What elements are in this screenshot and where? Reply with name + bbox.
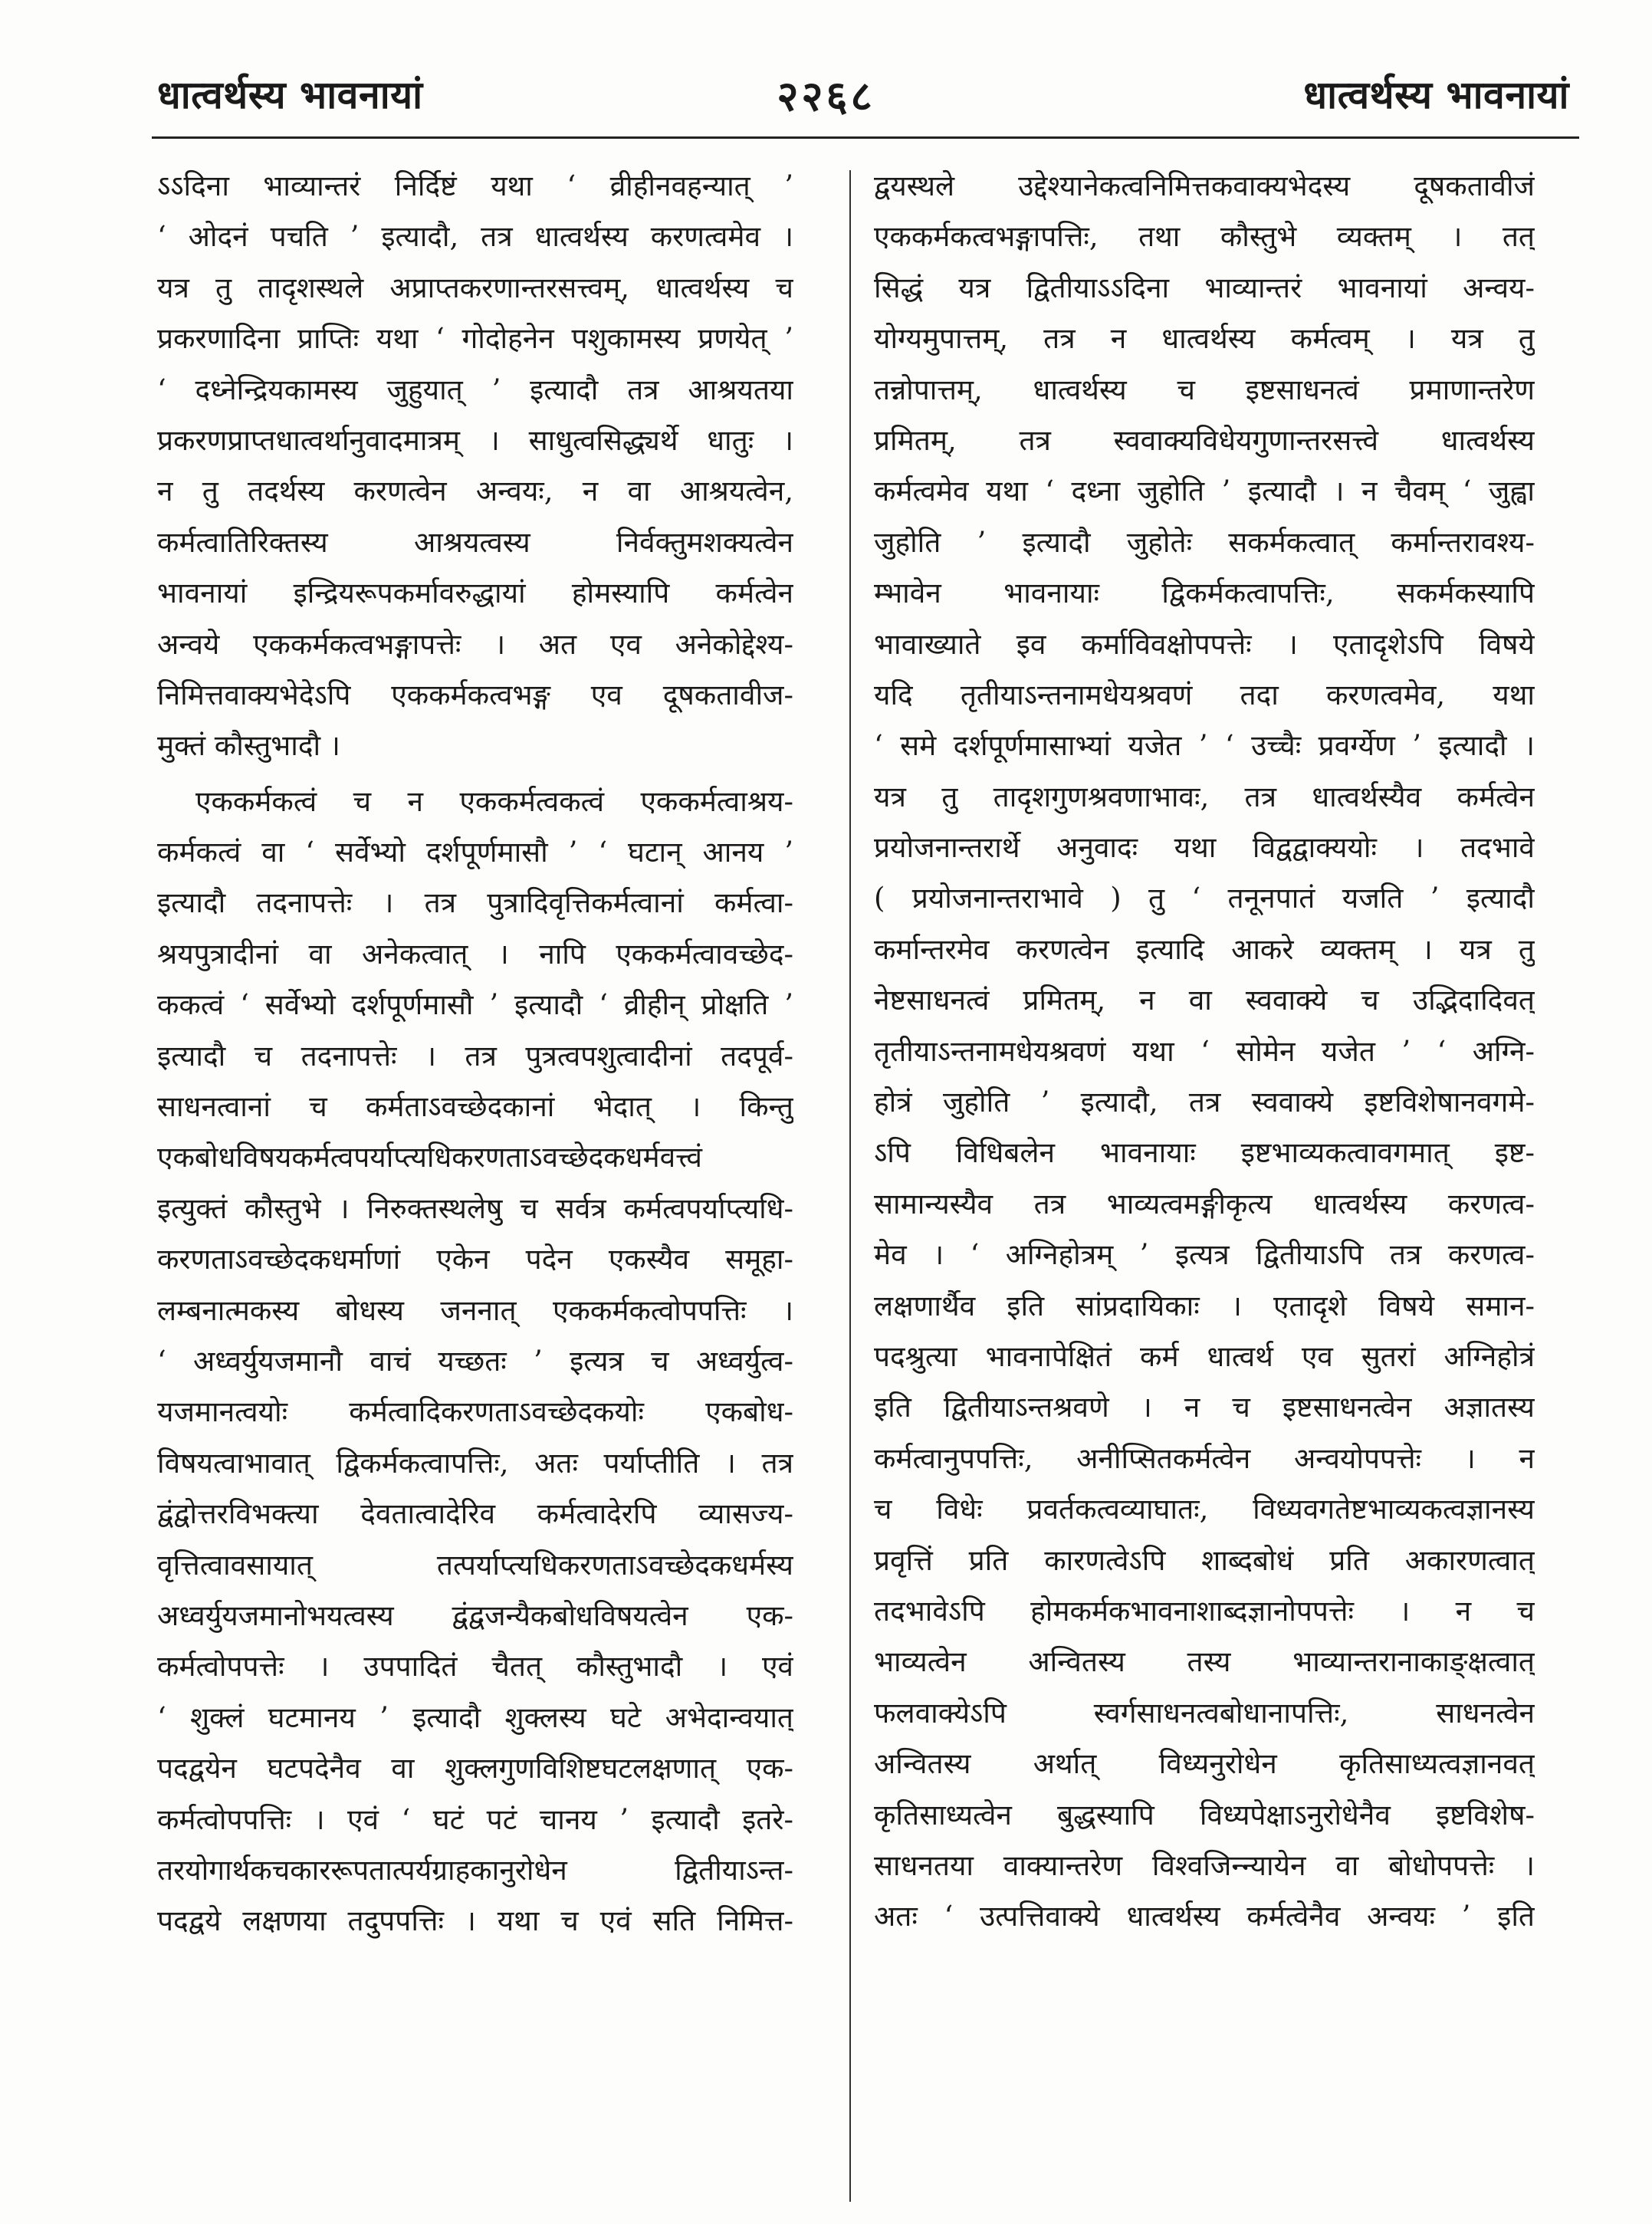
text-line: इत्युक्तं कौस्तुभे । निरुक्तस्थलेषु च सर्वत्र कर्मत्वपर्याप्त्यधि- <box>157 1191 793 1225</box>
text-line: ( प्रयोजनान्तराभावे ) तु ‘ तनूनपातं यजति ’ इत्यादौ <box>874 882 1535 915</box>
text-line: साधनतया वाक्यान्तरेण विश्वजिन्न्यायेन वा बोधोपपत्तेः । <box>874 1848 1535 1882</box>
text-line: वृत्तित्वावसायात् तत्पर्याप्त्यधिकरणताऽवच्छेदकधर्मस्य <box>157 1548 793 1582</box>
text-line: यदि तृतीयाऽन्तनामधेयश्रवणं तदा करणत्वमेव, यथा <box>874 678 1535 711</box>
text-line: च विधेः प्रवर्तकत्वव्याघातः, विध्यवगतेष्टभाव्यकत्वज्ञानस्य <box>874 1493 1535 1526</box>
text-line: ‘ दध्नेन्द्रियकामस्य जुहुयात् ’ इत्यादौ तत्र आश्रयतया <box>157 373 793 406</box>
text-line: फलवाक्येऽपि स्वर्गसाधनत्वबोधानापत्तिः, साधनत्वेन <box>874 1696 1535 1730</box>
text-line: होत्रं जुहोति ’ इत्यादौ, तत्र स्ववाक्ये इष्टविशेषानवगमे- <box>874 1086 1535 1119</box>
text-line: ‘ अध्वर्युयजमानौ वाचं यच्छतः ’ इत्यत्र च अध्वर्युत्व- <box>157 1344 793 1378</box>
text-line: सिद्धं यत्र द्वितीयाऽऽदिना भाव्यान्तरं भावनायां अन्वय- <box>874 271 1535 304</box>
text-line: ऽपि विधिबलेन भावनायाः इष्टभाव्यकत्वावगमात् इष्ट- <box>874 1136 1535 1170</box>
text-line: लम्बनात्मकस्य बोधस्य जननात् एककर्मकत्वोपपत्तिः । <box>157 1293 793 1327</box>
text-line: कर्मत्वमेव यथा ‘ दध्ना जुहोति ’ इत्यादौ । न चैवम् ‘ जुह्वा <box>874 475 1535 508</box>
text-line: प्रकरणादिना प्राप्तिः यथा ‘ गोदोहनेन पशुकामस्य प्रणयेत् ’ <box>157 322 793 356</box>
text-line: प्रयोजनान्तरार्थे अनुवादः यथा विद्वद्वाक्ययोः । तदभावे <box>874 831 1535 865</box>
text-line: कर्मकत्वं वा ‘ सर्वेभ्यो दर्शपूर्णमासौ ’ ‘ घटान् आनय ’ <box>157 836 793 869</box>
text-line: मेव । ‘ अग्निहोत्रम् ’ इत्यत्र द्वितीयाऽपि तत्र करणत्व- <box>874 1238 1535 1272</box>
text-line: कर्मत्वानुपपत्तिः, अनीप्सितकर्मत्वेन अन्वयोपपत्तेः । न <box>874 1441 1535 1475</box>
text-line: तदभावेऽपि होमकर्मकभावनाशाब्दज्ञानोपपत्तेः । न च <box>874 1594 1535 1628</box>
text-line: ‘ ओदनं पचति ’ इत्यादौ, तत्र धात्वर्थस्य करणत्वमेव । <box>157 220 793 254</box>
page-number: २२६८ <box>777 71 875 120</box>
text-line: सामान्यस्यैव तत्र भाव्यत्वमङ्गीकृत्य धात्वर्थस्य करणत्व- <box>874 1187 1535 1220</box>
text-line: कर्मत्वोपपत्तिः । एवं ‘ घटं पटं चानय ’ इत्यादौ इतरे- <box>157 1802 793 1836</box>
text-line: कृतिसाध्यत्वेन बुद्धस्यापि विध्यपेक्षाऽनुरोधेनैव इष्टविशेष- <box>874 1798 1535 1831</box>
text-line: म्भावेन भावनायाः द्विकर्मकत्वापत्तिः, सकर्मकस्यापि <box>874 577 1535 610</box>
left-column <box>157 161 793 1947</box>
text-line: अध्वर्युयजमानोभयत्वस्य द्वंद्वजन्यैकबोधविषयत्वेन एक- <box>157 1598 793 1632</box>
text-line: तृतीयाऽन्तनामधेयश्रवणं यथा ‘ सोमेन यजेत ’ ‘ अग्नि- <box>874 1034 1535 1068</box>
text-line: कर्मत्वोपपत्तेः । उपपादितं चैतत् कौस्तुभादौ । एवं <box>157 1650 793 1684</box>
text-line: मुक्तं कौस्तुभादौ । <box>157 729 340 763</box>
text-line: अन्वये एककर्मकत्वभङ्गापत्तेः । अत एव अनेकोद्देश्य- <box>157 627 793 661</box>
text-line: भावनायां इन्द्रियरूपकर्मावरुद्धायां होमस्यापि कर्मत्वेन <box>157 577 793 610</box>
text-line: प्रमितम्, तत्र स्ववाक्यविधेयगुणान्तरसत्त्वे धात्वर्थस्य <box>874 423 1535 457</box>
text-line: निमित्तवाक्यभेदेऽपि एककर्मकत्वभङ्ग एव दूषकतावीज- <box>157 678 793 711</box>
text-line: यत्र तु तादृशस्थले अप्राप्तकरणान्तरसत्त्वम्, धात्वर्थस्य च <box>157 271 793 304</box>
text-line: योग्यमुपात्तम्, तत्र न धात्वर्थस्य कर्मत्वम् । यत्र तु <box>874 322 1535 356</box>
text-line: इत्यादौ तदनापत्तेः । तत्र पुत्रादिवृत्तिकर्मत्वानां कर्मत्वा- <box>157 886 793 920</box>
text-line: यजमानत्वयोः कर्मत्वादिकरणताऽवच्छेदकयोः एकबोध- <box>157 1395 793 1429</box>
text-line: प्रवृत्तिं प्रति कारणत्वेऽपि शाब्दबोधं प्रति अकारणत्वात् <box>874 1543 1535 1577</box>
text-line: ऽऽदिना भाव्यान्तरं निर्दिष्टं यथा ‘ व्रीहीनवहन्यात् ’ <box>157 169 793 202</box>
text-line: एकबोधविषयकर्मत्वपर्याप्त्यधिकरणताऽवच्छेदकधर्मवत्त्वं <box>157 1141 702 1174</box>
text-line: तन्नोपात्तम्, धात्वर्थस्य च इष्टसाधनत्वं प्रमाणान्तरेण <box>874 373 1535 406</box>
text-line: पदद्वये लक्षणया तदुपपत्तिः । यथा च एवं सति निमित्त- <box>157 1904 793 1938</box>
text-line: भावाख्याते इव कर्माविवक्षोपपत्तेः । एतादृशेऽपि विषये <box>874 627 1535 661</box>
text-line: लक्षणार्थैव इति सांप्रदायिकाः । एतादृशे विषये समान- <box>874 1289 1535 1322</box>
text-line: द्वंद्वोत्तरविभक्त्या देवतात्वादेरिव कर्मत्वादेरपि व्यासज्य- <box>157 1497 793 1531</box>
text-line: कर्मत्वातिरिक्तस्य आश्रयत्वस्य निर्वक्तुमशक्यत्वेन <box>157 525 793 559</box>
text-line: भाव्यत्वेन अन्वितस्य तस्य भाव्यान्तरानाकाङ्क्षत्वात् <box>874 1645 1535 1679</box>
right-column <box>874 161 1535 1943</box>
text-line: द्वयस्थले उद्देश्यानेकत्वनिमित्तकवाक्यभेदस्य दूषकतावीजं <box>874 169 1535 202</box>
text-line: नेष्टसाधनत्वं प्रमितम्, न वा स्ववाक्ये च उद्भिदादिवत् <box>874 984 1535 1017</box>
text-line: पदद्वयेन घटपदेनैव वा शुक्लगुणविशिष्टघटलक्षणात् एक- <box>157 1752 793 1785</box>
text-line: विषयत्वाभावात् द्विकर्मकत्वापत्तिः, अतः पर्याप्तीति । तत्र <box>157 1446 793 1480</box>
text-line: तरयोगार्थकचकाररूपतात्पर्यग्राहकानुरोधेन द्वितीयाऽन्त- <box>157 1853 793 1887</box>
text-line: ककत्वं ‘ सर्वेभ्यो दर्शपूर्णमासौ ’ इत्यादौ ‘ व्रीहीन् प्रोक्षति ’ <box>157 988 793 1022</box>
running-head-right: धात्वर्थस्य भावनायां <box>1303 72 1569 117</box>
text-line: इति द्वितीयाऽन्तश्रवणे । न च इष्टसाधनत्वेन अज्ञातस्य <box>874 1391 1535 1424</box>
text-line: करणताऽवच्छेदकधर्माणां एकेन पदेन एकस्यैव समूहा- <box>157 1243 793 1276</box>
text-line: यत्र तु तादृशगुणश्रवणाभावः, तत्र धात्वर्थस्यैव कर्मत्वेन <box>874 780 1535 813</box>
text-line: प्रकरणप्राप्तधात्वर्थानुवादमात्रम् । साधुत्वसिद्ध्यर्थे धातुः । <box>157 423 793 457</box>
text-line: साधनत्वानां च कर्मताऽवच्छेदकानां भेदात् । किन्तु <box>157 1090 793 1124</box>
text-line: अतः ‘ उत्पत्तिवाक्ये धात्वर्थस्य कर्मत्वेनैव अन्वयः ’ इति <box>874 1900 1535 1933</box>
text-line: न तु तदर्थस्य करणत्वेन अन्वयः, न वा आश्रयत्वेन, <box>157 475 793 508</box>
text-line: अन्वितस्य अर्थात् विध्यनुरोधेन कृतिसाध्यत्वज्ञानवत् <box>874 1747 1535 1781</box>
text-line: एककर्मकत्वभङ्गापत्तिः, तथा कौस्तुभे व्यक्तम् । तत् <box>874 220 1535 254</box>
text-line: एककर्मकत्वं च न एककर्मत्वकत्वं एककर्मत्वाश्रय- <box>195 784 793 818</box>
text-line: श्रयपुत्रादीनां वा अनेकत्वात् । नापि एककर्मत्वावच्छेद- <box>157 937 793 971</box>
text-line: कर्मान्तरमेव करणत्वेन इत्यादि आकरे व्यक्तम् । यत्र तु <box>874 932 1535 966</box>
text-line: जुहोति ’ इत्यादौ जुहोतेः सकर्मकत्वात् कर्मान्तरावश्य- <box>874 525 1535 559</box>
header-rule <box>152 136 1579 139</box>
text-line: ‘ समे दर्शपूर्णमासाभ्यां यजेत ’ ‘ उच्चैः प्रवर्ग्येण ’ इत्यादौ । <box>874 729 1535 763</box>
text-line: ‘ शुक्लं घटमानय ’ इत्यादौ शुक्लस्य घटे अभेदान्वयात् <box>157 1700 793 1734</box>
running-head-left: धात्वर्थस्य भावनायां <box>157 72 423 117</box>
column-divider <box>849 170 851 2202</box>
text-line: इत्यादौ च तदनापत्तेः । तत्र पुत्रत्वपशुत्वादीनां तदपूर्व- <box>157 1039 793 1073</box>
text-line: पदश्रुत्या भावनापेक्षितं कर्म धात्वर्थ एव सुतरां अग्निहोत्रं <box>874 1339 1535 1373</box>
